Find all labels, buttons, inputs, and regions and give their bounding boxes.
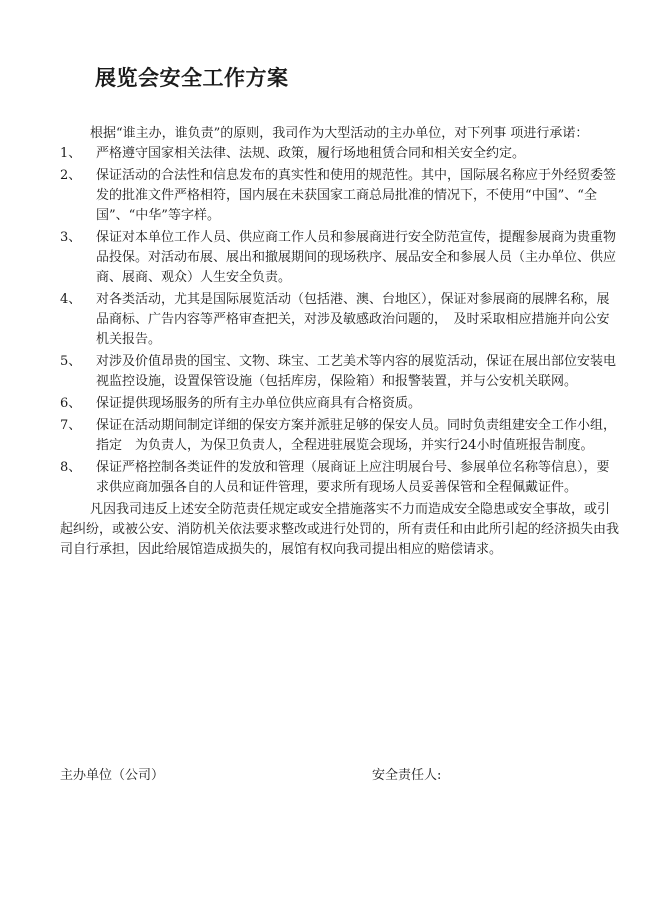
item-number: 6、 <box>60 396 82 411</box>
item-number: 8、 <box>60 460 82 475</box>
item-number: 7、 <box>60 418 82 433</box>
commitment-item-8 <box>60 458 620 498</box>
item-number: 4、 <box>60 292 82 307</box>
commitment-list <box>60 144 620 498</box>
item-text: 保证活动的合法性和信息发布的真实性和使用的规范性。其中，国际展名称应于外经贸委签发的批准文件严格相符，国内展在未获国家工商总局批准的情况下，不使用“中国”、“全国”、“中华”等字样。 <box>96 168 617 223</box>
item-text: 保证在活动期间制定详细的保安方案并派驻足够的保安人员。同时负责组建安全工作小组，指定 为负责人，为保卫负责人，全程进驻展览会现场，并实行24小时值班报告制度。 <box>96 418 617 453</box>
intro-paragraph: 根据“谁主办，谁负责”的原则，我司作为大型活动的主办单位，对下列事 项进行承诺： <box>90 126 589 141</box>
commitment-item-1 <box>60 144 620 164</box>
item-text: 保证提供现场服务的所有主办单位供应商具有合格资质。 <box>96 396 422 411</box>
safety-officer-label: 安全责任人: <box>372 768 442 783</box>
document-title: 展览会安全工作方案 <box>95 66 289 90</box>
item-text: 严格遵守国家相关法律、法规、政策，履行场地租赁合同和相关安全约定。 <box>96 146 526 161</box>
commitment-item-3 <box>60 228 620 288</box>
item-number: 1、 <box>60 146 82 161</box>
item-number: 2、 <box>60 168 82 183</box>
item-text: 对涉及价值昂贵的国宝、文物、珠宝、工艺美术等内容的展览活动，保证在展出部位安装电视监控设施，设置保管设施（包括库房，保险箱）和报警装置，并与公安机关联网。 <box>96 354 617 389</box>
item-text: 保证对本单位工作人员、供应商工作人员和参展商进行安全防范宣传，提醒参展商为贵重物品投保。对活动布展、展出和撤展期间的现场秩序、展品安全和参展人员（主办单位、供应商、展商、观众）人生安全负责。 <box>96 230 617 285</box>
commitment-item-4 <box>60 290 620 350</box>
item-number: 3、 <box>60 230 82 245</box>
closing-paragraph: 凡因我司违反上述安全防范责任规定或安全措施落实不力而造成安全隐患或安全事故，或引起纠纷，或被公安、消防机关依法要求整改或进行处罚的，所有责任和由此所引起的经济损失由我司自行承担，因此给展馆造成损失的，展馆有权向我司提出相应的赔偿请求。 <box>60 502 620 557</box>
commitment-item-2 <box>60 166 620 226</box>
commitment-item-5 <box>60 352 620 392</box>
item-text: 对各类活动，尤其是国际展览活动（包括港、澳、台地区），保证对参展商的展牌名称，展品商标、广告内容等严格审查把关，对涉及敏感政治问题的， 及时采取相应措施并向公安机关报告。 <box>96 292 610 347</box>
document-body <box>60 124 620 560</box>
commitment-item-6 <box>60 394 620 414</box>
item-text: 保证严格控制各类证件的发放和管理（展商证上应注明展台号、参展单位名称等信息），要求供应商加强各自的人员和证件管理，要求所有现场人员妥善保管和全程佩戴证件。 <box>96 460 610 495</box>
item-number: 5、 <box>60 354 82 369</box>
organizer-label: 主办单位（公司） <box>60 768 165 783</box>
commitment-item-7 <box>60 416 620 456</box>
